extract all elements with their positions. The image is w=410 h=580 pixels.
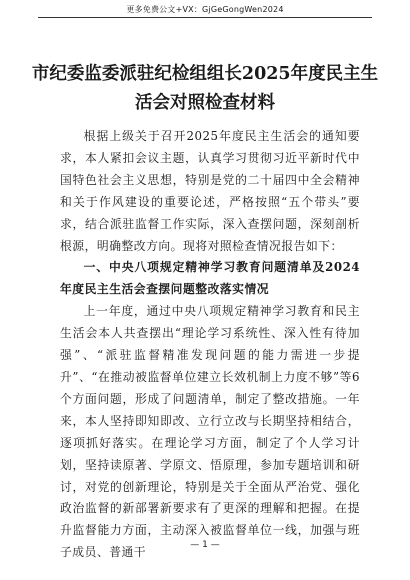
document-title: 市纪委监委派驻纪检组组长2025年度民主生活会对照检查材料 <box>31 64 379 113</box>
intro-paragraph: 根据上级关于召开2025年度民主生活会的通知要求，本人紧扣会议主题，认真学习贯彻习近平新时代中国特色社会主义思想，特别是党的二十届四中全会精神和关于作风建设的重要论述，严格按照“五个带头”要求，结合派驻监督工作实际，深入查摆问题，深刻剖析根源，明确整改方向。现将对照检查情况报告如下： <box>60 129 360 253</box>
page-number: — 1 — <box>190 540 220 550</box>
header-divider <box>38 17 372 18</box>
section-1-heading: 一、中央八项规定精神学习教育问题清单及2024年度民主生活会查摆问题整改落实情况 <box>60 260 360 297</box>
page-header: 更多免费公文+VX：GjGeGongWen2024 <box>126 5 284 14</box>
document-body <box>60 126 360 564</box>
section-1-paragraph: 上一年度，通过中央八项规定精神学习教育和民主生活会本人共查摆出“理论学习系统性、深入性有待加强”、“派驻监督精准发现问题的能力需进一步提升”、“在推动被监督单位建立长效机制上力度不够”等6个方面问题，形成了问题清单，制定了整改措施。一年来，本人坚持即知即改、立行立改与长期坚持相结合，逐项抓好落实。在理论学习方面，制定了个人学习计划，坚持读原著、学原文、悟原理，参加专题培训和研讨，对党的创新理论，特别是关于全面从严治党、强化政治监督的新部署新要求有了更深的理解和把握。在提升监督能力方面，主动深入被监督单位一线，加强与班子成员、普通干 <box>60 304 360 560</box>
